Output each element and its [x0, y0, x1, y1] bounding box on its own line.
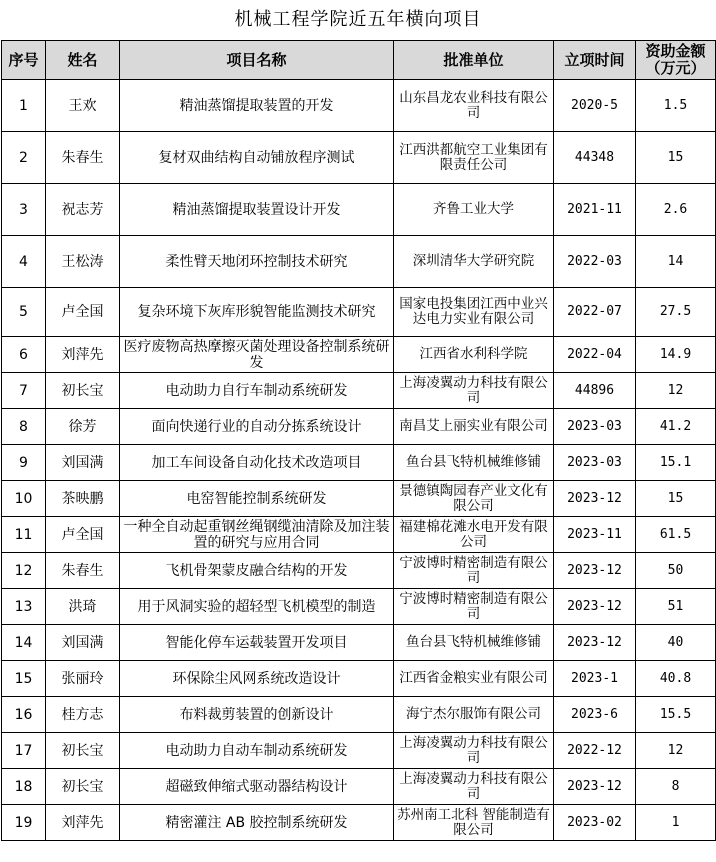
table-row — [2, 481, 716, 517]
cell-project[interactable]: 复杂环境下灰库形貌智能监测技术研究 — [120, 288, 394, 337]
cell-project[interactable]: 布料裁剪装置的创新设计 — [120, 697, 394, 733]
table-row — [2, 589, 716, 625]
cell-amount[interactable]: 27.5 — [636, 288, 716, 337]
cell-amount[interactable]: 41.2 — [636, 409, 716, 445]
cell-date[interactable]: 2023-6 — [554, 697, 636, 733]
cell-project[interactable]: 电动助力自动车制动系统研发 — [120, 733, 394, 769]
cell-date[interactable]: 2023-11 — [554, 517, 636, 553]
cell-name[interactable]: 张丽玲 — [46, 661, 120, 697]
cell-unit[interactable]: 深圳清华大学研究院 — [394, 236, 554, 288]
cell-no[interactable]: 9 — [2, 445, 46, 481]
cell-no[interactable]: 12 — [2, 553, 46, 589]
cell-date[interactable]: 2023-12 — [554, 589, 636, 625]
cell-date[interactable]: 2022-04 — [554, 337, 636, 373]
cell-unit[interactable]: 上海凌翼动力科技有限公司 — [394, 733, 554, 769]
cell-unit[interactable]: 南昌艾上丽实业有限公司 — [394, 409, 554, 445]
cell-unit[interactable]: 宁波博时精密制造有限公司 — [394, 553, 554, 589]
cell-name[interactable]: 茶映鹏 — [46, 481, 120, 517]
cell-amount[interactable]: 40 — [636, 625, 716, 661]
cell-no[interactable]: 14 — [2, 625, 46, 661]
header-no[interactable]: 序号 — [2, 41, 46, 80]
table-row — [2, 288, 716, 337]
cell-unit[interactable]: 鱼台县飞特机械维修铺 — [394, 445, 554, 481]
cell-amount[interactable]: 61.5 — [636, 517, 716, 553]
table-row — [2, 445, 716, 481]
cell-unit[interactable]: 江西洪都航空工业集团有限责任公司 — [394, 132, 554, 184]
table-row — [2, 733, 716, 769]
cell-unit[interactable]: 山东昌龙农业科技有限公司 — [394, 80, 554, 132]
cell-no[interactable]: 7 — [2, 373, 46, 409]
cell-no[interactable]: 6 — [2, 337, 46, 373]
cell-unit[interactable]: 上海凌翼动力科技有限公司 — [394, 769, 554, 805]
cell-date[interactable]: 2023-03 — [554, 445, 636, 481]
cell-amount[interactable]: 2.6 — [636, 184, 716, 236]
cell-project[interactable]: 电动助力自行车制动系统研发 — [120, 373, 394, 409]
cell-unit[interactable]: 江西省金粮实业有限公司 — [394, 661, 554, 697]
cell-name[interactable]: 桂方志 — [46, 697, 120, 733]
cell-amount[interactable]: 15.1 — [636, 445, 716, 481]
cell-project[interactable]: 用于风洞实验的超轻型飞机模型的制造 — [120, 589, 394, 625]
table-row — [2, 553, 716, 589]
cell-amount[interactable]: 1 — [636, 805, 716, 841]
cell-date[interactable]: 2023-12 — [554, 769, 636, 805]
table-row — [2, 661, 716, 697]
cell-no[interactable]: 17 — [2, 733, 46, 769]
cell-name[interactable]: 洪琦 — [46, 589, 120, 625]
table-row — [2, 236, 716, 288]
header-date[interactable]: 立项时间 — [554, 41, 636, 80]
cell-name[interactable]: 刘国满 — [46, 445, 120, 481]
cell-name[interactable]: 朱春生 — [46, 553, 120, 589]
cell-date[interactable]: 2022-12 — [554, 733, 636, 769]
cell-amount[interactable]: 15 — [636, 481, 716, 517]
cell-no[interactable]: 1 — [2, 80, 46, 132]
cell-unit[interactable]: 福建棉花滩水电开发有限公司 — [394, 517, 554, 553]
cell-date[interactable]: 2020-5 — [554, 80, 636, 132]
table-row — [2, 697, 716, 733]
sheet-title: 机械工程学院近五年横向项目 — [234, 9, 482, 30]
table-row — [2, 769, 716, 805]
cell-amount[interactable]: 8 — [636, 769, 716, 805]
cell-no[interactable]: 19 — [2, 805, 46, 841]
cell-unit[interactable]: 国家电投集团江西中业兴达电力实业有限公司 — [394, 288, 554, 337]
cell-name[interactable]: 徐芳 — [46, 409, 120, 445]
table-row — [2, 80, 716, 132]
cell-date[interactable]: 44896 — [554, 373, 636, 409]
cell-name[interactable]: 刘萍先 — [46, 805, 120, 841]
cell-project[interactable]: 复材双曲结构自动铺放程序测试 — [120, 132, 394, 184]
cell-amount[interactable]: 12 — [636, 733, 716, 769]
cell-amount[interactable]: 1.5 — [636, 80, 716, 132]
cell-unit[interactable]: 宁波博时精密制造有限公司 — [394, 589, 554, 625]
cell-name[interactable]: 刘萍先 — [46, 337, 120, 373]
cell-date[interactable]: 2023-12 — [554, 481, 636, 517]
table-row — [2, 373, 716, 409]
cell-project[interactable]: 飞机骨架蒙皮融合结构的开发 — [120, 553, 394, 589]
header-project[interactable]: 项目名称 — [120, 41, 394, 80]
cell-name[interactable]: 初长宝 — [46, 769, 120, 805]
cell-unit[interactable]: 苏州南工北科 智能制造有限公司 — [394, 805, 554, 841]
cell-amount[interactable]: 14.9 — [636, 337, 716, 373]
cell-unit[interactable]: 景德镇陶园春产业文化有限公司 — [394, 481, 554, 517]
cell-no[interactable]: 8 — [2, 409, 46, 445]
cell-date[interactable]: 2023-12 — [554, 625, 636, 661]
table-row — [2, 517, 716, 553]
cell-project[interactable]: 精油蒸馏提取装置设计开发 — [120, 184, 394, 236]
cell-no[interactable]: 11 — [2, 517, 46, 553]
cell-amount[interactable]: 51 — [636, 589, 716, 625]
cell-no[interactable]: 18 — [2, 769, 46, 805]
table-row — [2, 625, 716, 661]
cell-no[interactable]: 3 — [2, 184, 46, 236]
header-unit[interactable]: 批准单位 — [394, 41, 554, 80]
cell-amount[interactable]: 50 — [636, 553, 716, 589]
header-row — [2, 41, 716, 80]
cell-name[interactable]: 王欢 — [46, 80, 120, 132]
cell-project[interactable]: 医疗废物高热摩擦灭菌处理设备控制系统研发 — [120, 337, 394, 373]
projects-table — [1, 40, 716, 841]
cell-name[interactable]: 刘国满 — [46, 625, 120, 661]
cell-name[interactable]: 初长宝 — [46, 733, 120, 769]
cell-project[interactable]: 智能化停车运载装置开发项目 — [120, 625, 394, 661]
header-amount[interactable]: 资助金额（万元） — [636, 41, 716, 80]
cell-date[interactable]: 2023-1 — [554, 661, 636, 697]
cell-name[interactable]: 初长宝 — [46, 373, 120, 409]
cell-name[interactable]: 卢全国 — [46, 288, 120, 337]
cell-unit[interactable]: 海宁杰尔服饰有限公司 — [394, 697, 554, 733]
cell-unit[interactable]: 鱼台县飞特机械维修铺 — [394, 625, 554, 661]
cell-date[interactable]: 2023-03 — [554, 409, 636, 445]
cell-unit[interactable]: 江西省水利科学院 — [394, 337, 554, 373]
cell-project[interactable]: 电窑智能控制系统研发 — [120, 481, 394, 517]
cell-name[interactable]: 祝志芳 — [46, 184, 120, 236]
cell-name[interactable]: 朱春生 — [46, 132, 120, 184]
table-row — [2, 805, 716, 841]
cell-no[interactable]: 5 — [2, 288, 46, 337]
cell-no[interactable]: 13 — [2, 589, 46, 625]
cell-date[interactable]: 2023-12 — [554, 553, 636, 589]
table-row — [2, 337, 716, 373]
cell-project[interactable]: 面向快递行业的自动分拣系统设计 — [120, 409, 394, 445]
cell-project[interactable]: 柔性臂天地闭环控制技术研究 — [120, 236, 394, 288]
cell-date[interactable]: 2022-03 — [554, 236, 636, 288]
cell-no[interactable]: 4 — [2, 236, 46, 288]
cell-no[interactable]: 16 — [2, 697, 46, 733]
cell-no[interactable]: 15 — [2, 661, 46, 697]
cell-amount[interactable]: 15.5 — [636, 697, 716, 733]
cell-project[interactable]: 精密灌注 AB 胶控制系统研发 — [120, 805, 394, 841]
cell-name[interactable]: 卢全国 — [46, 517, 120, 553]
cell-unit[interactable]: 上海凌翼动力科技有限公司 — [394, 373, 554, 409]
cell-date[interactable]: 44348 — [554, 132, 636, 184]
cell-amount[interactable]: 14 — [636, 236, 716, 288]
cell-no[interactable]: 2 — [2, 132, 46, 184]
cell-amount[interactable]: 12 — [636, 373, 716, 409]
header-name[interactable]: 姓名 — [46, 41, 120, 80]
table-row — [2, 409, 716, 445]
cell-amount[interactable]: 40.8 — [636, 661, 716, 697]
cell-name[interactable]: 王松涛 — [46, 236, 120, 288]
table-row — [2, 184, 716, 236]
cell-project[interactable]: 精油蒸馏提取装置的开发 — [120, 80, 394, 132]
cell-project[interactable]: 加工车间设备自动化技术改造项目 — [120, 445, 394, 481]
table-row — [2, 132, 716, 184]
cell-date[interactable]: 2021-11 — [554, 184, 636, 236]
cell-amount[interactable]: 15 — [636, 132, 716, 184]
cell-project[interactable]: 超磁致伸缩式驱动器结构设计 — [120, 769, 394, 805]
cell-project[interactable]: 一种全自动起重钢丝绳钢缆油清除及加注装置的研究与应用合同 — [120, 517, 394, 553]
cell-date[interactable]: 2023-02 — [554, 805, 636, 841]
cell-date[interactable]: 2022-07 — [554, 288, 636, 337]
cell-unit[interactable]: 齐鲁工业大学 — [394, 184, 554, 236]
cell-no[interactable]: 10 — [2, 481, 46, 517]
cell-project[interactable]: 环保除尘风网系统改造设计 — [120, 661, 394, 697]
